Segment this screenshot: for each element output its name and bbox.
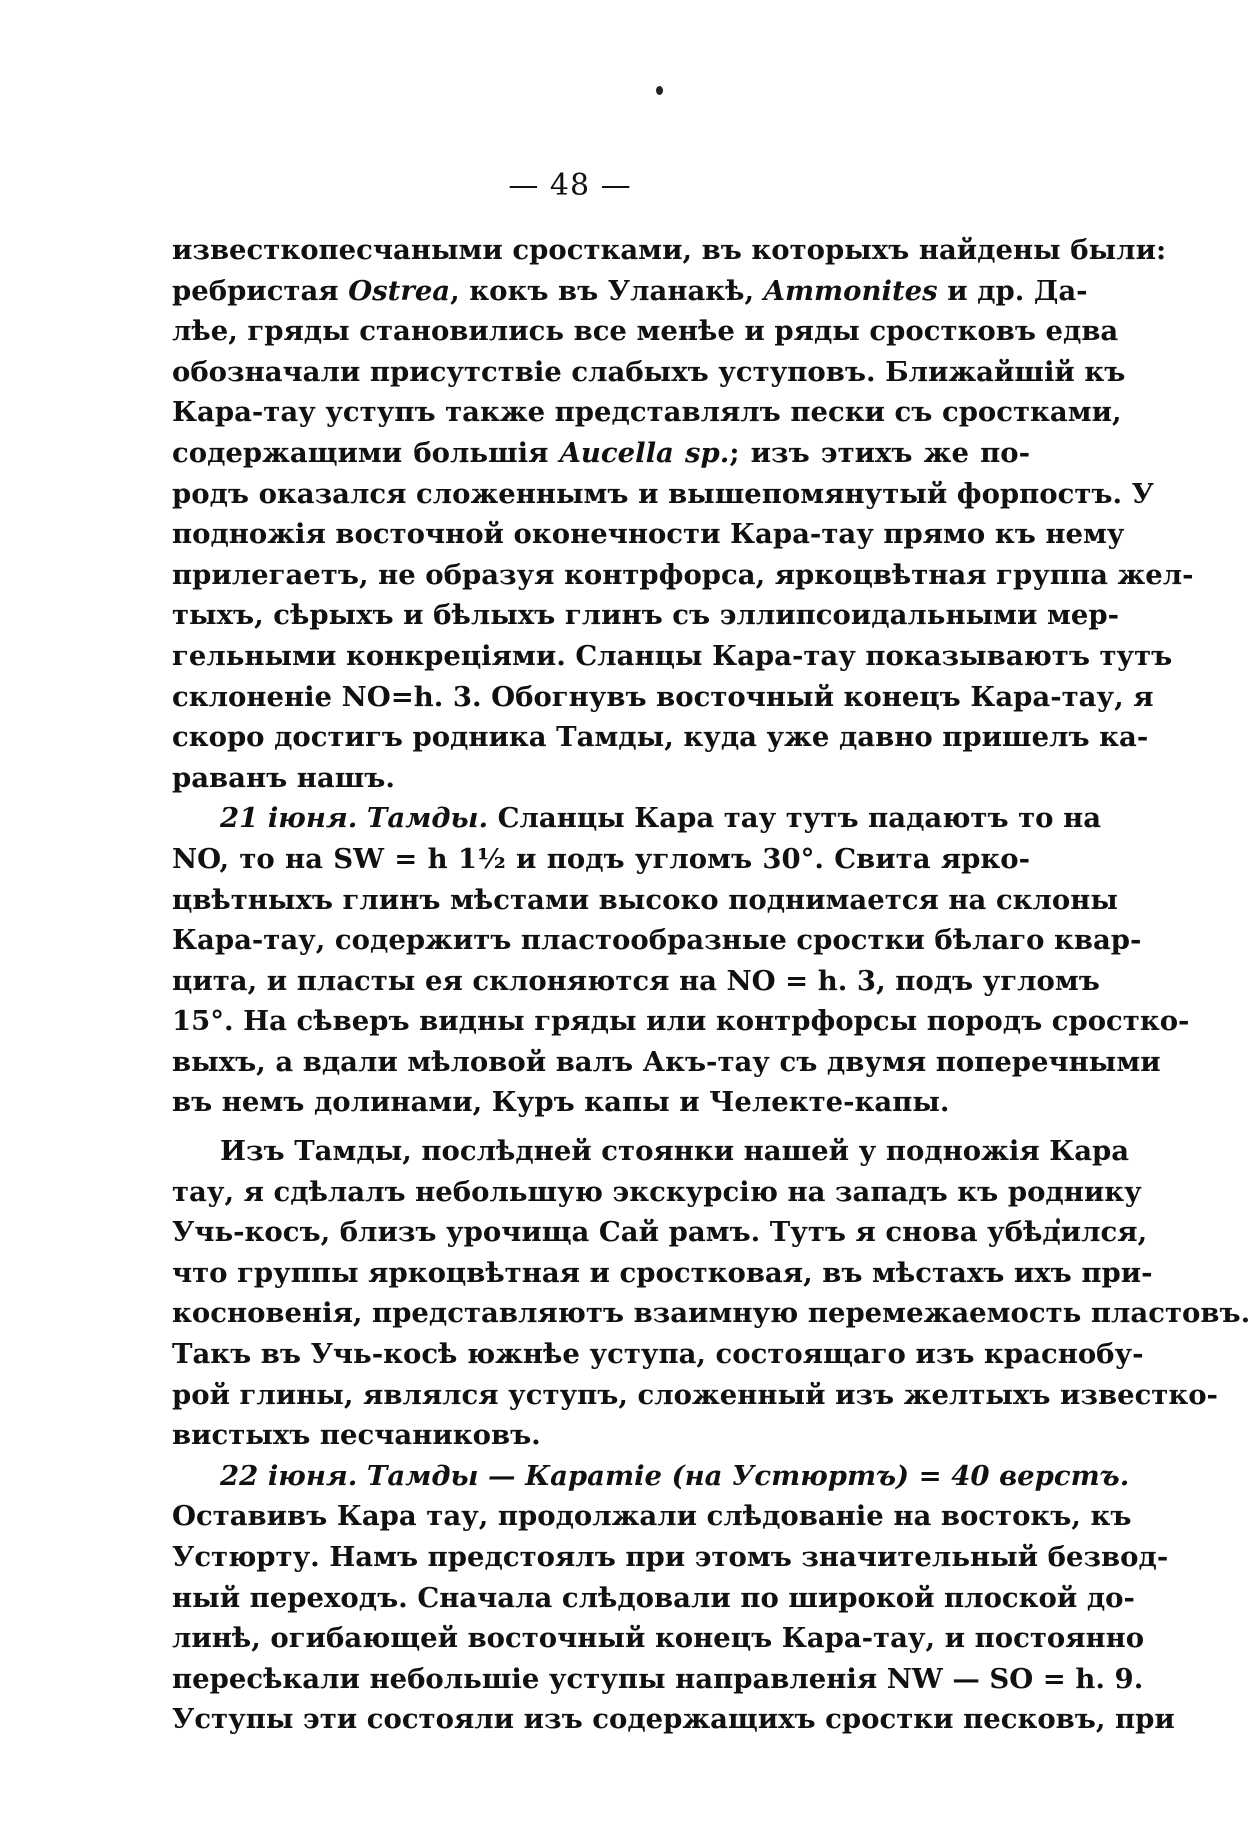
ink-speck [656,86,663,95]
text-run: и др. Да- [937,274,1088,307]
text-line [172,798,1102,839]
text-line [172,1253,1153,1294]
text-line [172,230,1167,271]
text-line [172,1578,1135,1619]
text-line [172,1001,1190,1042]
text-line [172,920,1142,961]
text-run: линѣ, огибающей восточный конецъ Кара-тау, и постоянно [172,1622,1145,1655]
text-line [172,1496,1132,1537]
text-run: Такъ въ Учь-косѣ южнѣе уступа, состоящаго изъ краснобу- [172,1338,1144,1371]
text-line [172,839,1030,880]
text-line [172,636,1173,677]
text-line [172,352,1126,393]
text-run: Кара-тау уступъ также представлялъ пески съ сростками, [172,396,1122,429]
text-run: родъ оказался сложеннымъ и вышепомянутый форпостъ. У [172,477,1154,510]
text-line [172,1618,1145,1659]
text-run: известкопесчаными сростками, въ которыхъ найдены были: [172,234,1167,266]
text-line [172,758,1030,799]
italic-text: Ammonites [763,274,938,307]
text-run: NO, то на SW = h 1½ и подъ угломъ 30°. Свита ярко- [172,842,1030,875]
page-number: — 48 — [508,168,632,203]
text-run: Оставивъ Кара тау, продолжали слѣдованіе на востокъ, къ [172,1500,1132,1533]
text-line [172,595,1120,636]
text-run: тау, я сдѣлалъ небольшую экскурсію на западъ къ роднику [172,1175,1142,1208]
text-run: 15°. На сѣверъ видны гряды или контрфорсы породъ сростко- [172,1005,1190,1038]
text-run: цвѣтныхъ глинъ мѣстами высоко поднимается на склоны [172,883,1118,916]
italic-text: 21 іюня. Тамды. [220,802,489,835]
text-run: Устюрту. Намъ предстоялъ при этомъ значительный безвод- [172,1541,1169,1573]
text-run: подножія восточной оконечности Кара-тау прямо къ нему [172,518,1125,551]
text-line [172,677,1154,718]
text-run: Уступы эти состояли изъ содержащихъ сростки песковъ, при [172,1703,1175,1736]
text-line [172,271,1088,312]
text-line [172,1042,1161,1083]
text-run: прилегаетъ, не образуя контрфорса, яркоцвѣтная группа жел- [172,558,1194,591]
text-line [172,1659,1144,1700]
text-run: ный переходъ. Сначала слѣдовали по широкой плоской до- [172,1581,1135,1614]
italic-text: Aucella sp. [559,436,730,469]
text-run: ; изъ этихъ же по- [729,436,1030,469]
body-text [172,230,1250,1740]
text-run: лѣе, гряды становились все менѣе и ряды сростковъ едва [172,315,1119,348]
text-line [172,1293,1250,1334]
text-line [172,1456,1130,1497]
text-line [172,1537,1169,1578]
text-run: ребристая [172,274,349,307]
text-run: Учь-косъ, близъ урочища Сай рамъ. Тутъ я снова убѣдился, [172,1216,1148,1249]
text-run: Изъ Тамды, послѣдней стоянки нашей у подножія Кара [220,1135,1130,1168]
text-line [172,1212,1148,1253]
text-line [172,717,1149,758]
text-run: вистыхъ песчаниковъ. [172,1419,541,1452]
text-line [172,555,1194,596]
text-line [172,880,1118,921]
text-run: раванъ нашъ. [172,761,395,794]
text-line [172,1334,1144,1375]
text-line [172,961,1100,1002]
text-line [172,1415,1030,1456]
text-run: гельными конкреціями. Сланцы Кара-тау показываютъ тутъ [172,639,1173,672]
italic-text: Ostrea [348,274,451,307]
text-run: Кара-тау, содержитъ пластообразные сростки бѣлаго квар- [172,924,1142,957]
text-line [172,474,1154,515]
text-line [172,1131,1130,1172]
italic-text: 22 іюня. Тамды — Каратіе (на Устюртъ) = 40 верстъ. [220,1459,1130,1492]
text-run: содержащими большія [172,436,560,469]
text-run: обозначали присутствіе слабыхъ уступовъ. Ближайшій къ [172,355,1126,388]
text-run: выхъ, а вдали мѣловой валъ Акъ-тау съ двумя поперечными [172,1045,1161,1078]
text-run: тыхъ, сѣрыхъ и бѣлыхъ глинъ съ эллипсоидальными мер- [172,599,1120,632]
text-line [172,1172,1142,1213]
text-line [172,392,1122,433]
text-line [172,514,1125,555]
text-line [172,1082,1030,1123]
text-run: Сланцы Кара тау тутъ падаютъ то на [488,802,1102,835]
text-line [172,1375,1218,1416]
text-line [172,1699,1175,1740]
text-run: пересѣкали небольшіе уступы направленія NW — SO = h. 9. [172,1662,1144,1695]
text-line [172,311,1119,352]
text-run: склоненіе NO=h. 3. Обогнувъ восточный конецъ Кара-тау, я [172,680,1154,713]
text-run: въ немъ долинами, Куръ капы и Челекте-капы. [172,1086,950,1119]
text-run: цита, и пласты ея склоняются на NO = h. 3, подъ угломъ [172,964,1100,997]
text-run: косновенія, представляютъ взаимную перемежаемость пластовъ. [172,1297,1250,1330]
paragraph-gap [172,1123,1030,1131]
text-line [172,433,1030,474]
text-run: , кокъ въ Уланакѣ, [450,274,764,307]
text-run: скоро достигъ родника Тамды, куда уже давно пришелъ ка- [172,721,1149,754]
text-run: что группы яркоцвѣтная и сростковая, въ мѣстахъ ихъ при- [172,1256,1153,1289]
text-run: рой глины, являлся уступъ, сложенный изъ желтыхъ известко- [172,1378,1218,1411]
